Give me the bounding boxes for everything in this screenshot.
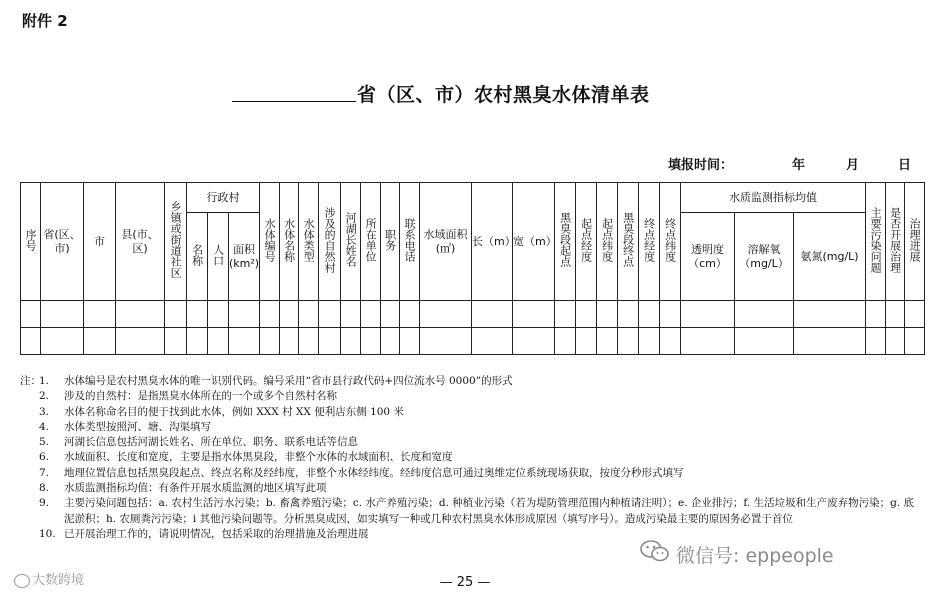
th-start-lat: 起点纬度: [597, 183, 618, 301]
th-village-pop: 人口: [208, 213, 229, 301]
note-item: [20, 481, 915, 496]
fill-time-day: 日: [898, 158, 912, 173]
note-text: 水质监测指标均值：有条件开展水质监测的地区填写此项: [64, 482, 327, 495]
inventory-table: [20, 182, 925, 355]
table-row: [21, 328, 925, 355]
note-number: 1.: [39, 375, 50, 387]
note-text: 水域面积、长度和宽度，主要是指水体黑臭段，非整个水体的水域面积、长度和宽度: [64, 451, 453, 464]
th-river-chief: 河湖长姓名: [341, 183, 361, 301]
th-water-type: 水体类型: [299, 183, 319, 301]
note-number: 2.: [39, 390, 50, 403]
note-item: [20, 527, 915, 542]
th-phone: 联系电话: [400, 183, 420, 301]
note-number: 7.: [39, 466, 50, 479]
th-natural-village: 涉及的自然村: [319, 183, 341, 301]
th-village-name: 名称: [187, 213, 208, 301]
note-item: [20, 405, 915, 420]
note-item: [20, 374, 915, 389]
th-dissolved-oxygen: 溶解氧（mg/L）: [735, 213, 794, 301]
th-end-lat: 终点纬度: [660, 183, 681, 301]
page-title: 省（区、市）农村黑臭水体清单表: [357, 84, 650, 106]
th-segment-end: 黑臭段终点: [618, 183, 639, 301]
notes-section: [20, 374, 915, 542]
th-unit: 所在单位: [361, 183, 381, 301]
th-province: 省(区、市): [41, 183, 84, 301]
weibo-icon: [14, 574, 30, 588]
th-quality-group: 水质监测指标均值: [681, 183, 866, 213]
attachment-label: 附件 2: [22, 12, 68, 30]
note-text: 已开展治理工作的，请说明情况，包括采取的治理措施及治理进展: [64, 527, 369, 540]
th-end-lon: 终点经度: [639, 183, 660, 301]
note-number: 6.: [39, 451, 50, 464]
note-text: 水体类型按照河、塘、沟渠填写: [64, 420, 211, 433]
fill-time-label: 填报时间：: [668, 158, 734, 173]
th-water-id: 水体编号: [260, 183, 280, 301]
note-text: 涉及的自然村：是指黑臭水体所在的一个或多个自然村名称: [64, 390, 337, 403]
page-number: — 25 —: [439, 575, 491, 590]
note-item: [20, 435, 915, 450]
note-item: [20, 496, 915, 527]
th-transparency: 透明度（cm）: [681, 213, 735, 301]
th-governed: 是否开展治理: [886, 183, 905, 301]
th-post: 职务: [381, 183, 400, 301]
watermark-left-text: 大数跨境: [32, 573, 85, 588]
th-start-lon: 起点经度: [576, 183, 597, 301]
th-city: 市: [84, 183, 116, 301]
note-item: [20, 420, 915, 435]
bottom-left-watermark: [14, 569, 84, 588]
note-text: 地理位置信息包括黑臭段起点、终点名称及经纬度，非整个水体经纬度。经纬度信息可通过奥维定位系统现场获取，按度分秒形式填写: [64, 466, 684, 479]
note-number: 8.: [39, 482, 50, 495]
notes-lead: 注：: [20, 375, 41, 387]
th-seq: 序号: [21, 183, 41, 301]
note-item: [20, 450, 915, 465]
fill-time-month: 月: [846, 158, 860, 173]
table-row: [21, 301, 925, 328]
note-number: 9.: [39, 497, 50, 510]
note-text: 河湖长信息包括河湖长姓名、所在单位、职务、联系电话等信息: [64, 436, 358, 449]
wechat-watermark: 微信号: eppeople: [676, 545, 834, 567]
wechat-icon: [640, 539, 670, 563]
th-village-area: 面积(km²): [229, 213, 260, 301]
title-blank-line: [232, 101, 356, 102]
note-text: 水体名称命名目的便于找到此水体，例如 XXX 村 XX 便利店东侧 100 米: [64, 405, 404, 418]
th-township: 乡镇或街道社区: [165, 183, 187, 301]
note-text: 水体编号是农村黑臭水体的唯一识别代码。编号采用“省市县行政代码+四位流水号 0000”的形式: [64, 375, 513, 387]
fill-time-year: 年: [792, 158, 806, 173]
th-progress: 治理进展: [905, 183, 925, 301]
th-water-name: 水体名称: [280, 183, 299, 301]
note-text: 主要污染问题包括：a. 农村生活污水污染；b. 畜禽养殖污染；c. 水产养殖污染；d. 种植业污染（若为堤防管理范围内种植请注明）；e. 企业排污；f. 生活垃圾和生产废弃物污染；g. 底泥淤积；h. 农厕粪污污染；i 其他污染问题等。分析黑臭成因，如实填写一种或几种农村黑臭水体形成原因（填写序号）。造成污染最主要的原因务必置于首位: [64, 497, 915, 525]
note-number: 5.: [39, 436, 50, 449]
note-number: 10.: [39, 527, 56, 540]
th-segment-start: 黑臭段起点: [555, 183, 576, 301]
th-water-area: 水域面积(㎡): [420, 183, 472, 301]
th-pollution: 主要污染问题: [866, 183, 886, 301]
th-village-group: 行政村: [187, 183, 260, 213]
th-ammonia: 氨氮(mg/L): [794, 213, 866, 301]
th-county: 县(市、区): [116, 183, 165, 301]
note-number: 3.: [39, 405, 50, 418]
note-number: 4.: [39, 420, 50, 433]
th-width: 宽（m）: [513, 183, 555, 301]
note-item: [20, 389, 915, 404]
th-length: 长（m）: [472, 183, 513, 301]
note-item: [20, 466, 915, 481]
